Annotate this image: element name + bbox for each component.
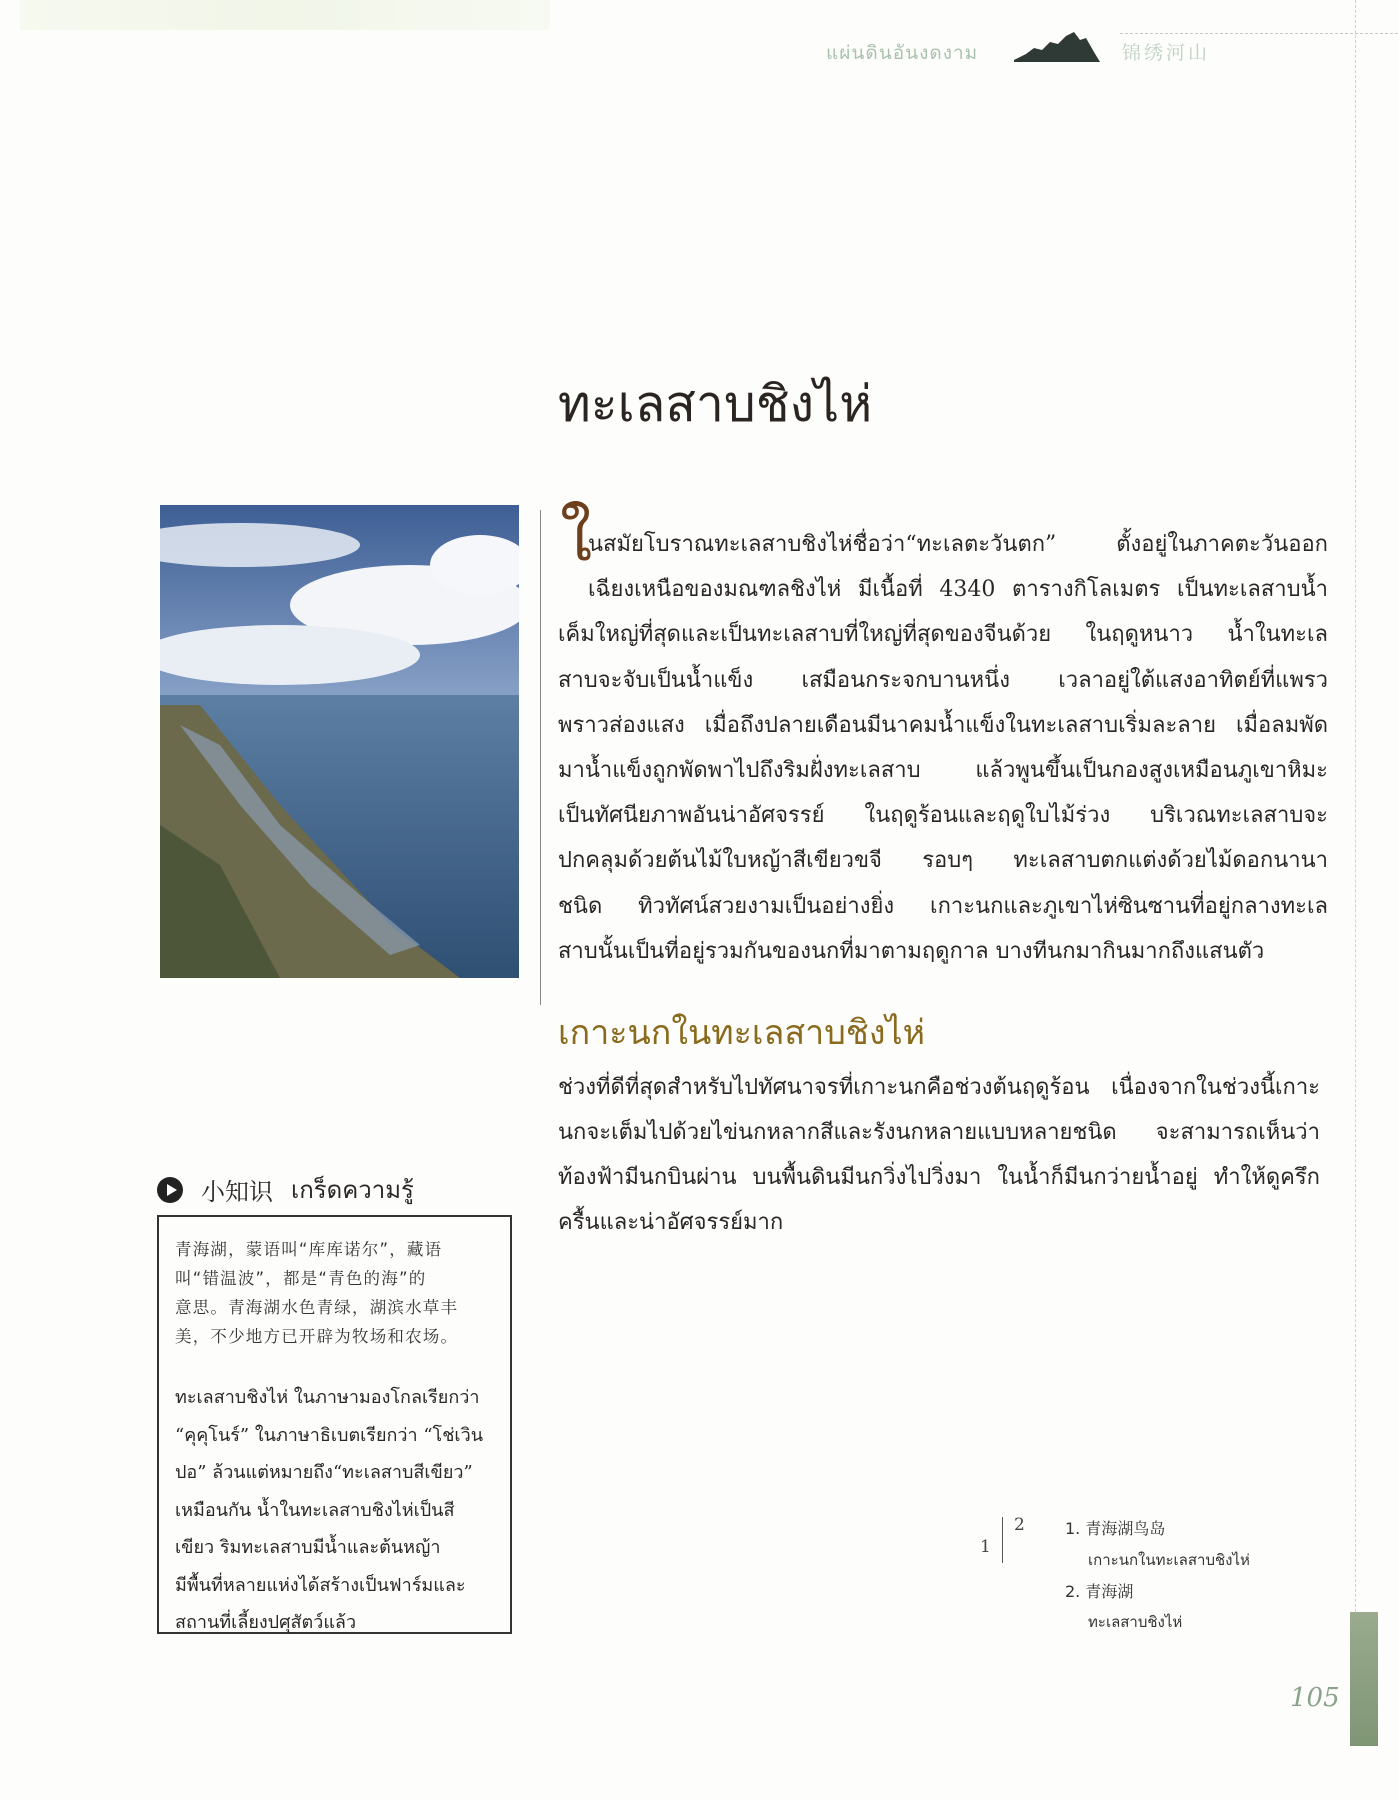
- tip-line: มีพื้นที่หลายแห่งได้สร้างเป็นฟาร์มและ: [175, 1574, 466, 1596]
- caption-1-cn: 1. 青海湖鸟岛: [1065, 1519, 1166, 1538]
- paragraph-line: เค็มใหญ่ที่สุดและเป็นทะเลสาบที่ใหญ่ที่สุดของจีนด้วย ในฤดูหนาว น้ำในทะเล: [558, 622, 1328, 648]
- tip-line: “คุคุโนร์” ในภาษาธิเบตเรียกว่า “โช่เวิน: [175, 1424, 483, 1446]
- paragraph-line: ช่วงที่ดีที่สุดสำหรับไปทัศนาจรที่เกาะนกคือช่วงต้นฤดูร้อน เนื่องจากในช่วงนี้เกาะ: [558, 1075, 1320, 1100]
- header-divider: [1120, 33, 1398, 34]
- tip-line: 美，不少地方已开辟为牧场和农场。: [175, 1327, 459, 1346]
- mountain-icon: [1012, 30, 1102, 64]
- section-paragraph: [558, 1065, 1320, 1245]
- paragraph-line: ท้องฟ้ามีนกบินผ่าน บนพื้นดินมีนกวิ่งไปวิ่งมา ในน้ำก็มีนกว่ายน้ำอยู่ ทำให้ดูครึก: [558, 1165, 1320, 1190]
- main-paragraph: [558, 522, 1328, 974]
- paragraph-line: ชนิด ทิวทัศน์สวยงามเป็นอย่างยิ่ง เกาะนกและภูเขาไห่ซินซานที่อยู่กลางทะเล: [558, 893, 1328, 919]
- caption-2-th: ทะเลสาบชิงไห่: [1088, 1613, 1183, 1631]
- tip-line: 青海湖，蒙语叫“库库诺尔”，藏语: [175, 1240, 443, 1259]
- tip-line: สถานที่เลี้ยงปศุสัตว์แล้ว: [175, 1612, 357, 1633]
- paragraph-line: พราวส่องแสง เมื่อถึงปลายเดือนมีนาคมน้ำแข็งในทะเลสาบเริ่มละลาย เมื่อลมพัด: [558, 712, 1328, 738]
- page-edge-line: [1355, 0, 1356, 1612]
- caption-index-divider: [1002, 1517, 1003, 1563]
- paragraph-line: สาบนั้นเป็นที่อยู่รวมกันของนกที่มาตามฤดูกาล บางทีนกมากินมากถึงแสนตัว: [558, 938, 1265, 964]
- page-title: ทะเลสาบชิงไห่: [557, 375, 873, 433]
- tip-heading: [157, 1170, 414, 1209]
- paragraph-line: นสมัยโบราณทะเลสาบชิงไห่ชื่อว่า“ทะเลตะวันตก” ตั้งอยู่ในภาคตะวันออก: [588, 532, 1328, 557]
- tip-line: เหมือนกัน น้ำในทะเลสาบชิงไห่เป็นสี: [175, 1499, 455, 1521]
- paragraph-line: นกจะเต็มไปด้วยไข่นกหลากสีและรังนกหลายแบบหลายชนิด จะสามารถเห็นว่า: [558, 1120, 1320, 1145]
- caption-2-cn: 2. 青海湖: [1065, 1582, 1134, 1601]
- top-scan-band: [20, 0, 550, 30]
- tip-line: 意思。青海湖水色青绿，湖滨水草丰: [175, 1298, 459, 1317]
- tip-line: เขียว ริมทะเลสาบมีน้ำและต้นหญ้า: [175, 1537, 441, 1558]
- page-number: 105: [1290, 1683, 1340, 1713]
- tip-box: [157, 1215, 512, 1634]
- paragraph-line: สาบจะจับเป็นน้ำแข็ง เสมือนกระจกบานหนึ่ง เวลาอยู่ใต้แสงอาทิตย์ที่แพรว: [558, 667, 1328, 693]
- tip-line: ทะเลสาบชิงไห่ ในภาษามองโกลเรียกว่า: [175, 1387, 480, 1408]
- drop-cap: ใ: [560, 499, 593, 576]
- tip-thai-text: [175, 1379, 494, 1642]
- header-chinese-label: 锦绣河山: [1122, 42, 1211, 64]
- paragraph-line: เป็นทัศนียภาพอันน่าอัศจรรย์ ในฤดูร้อนและฤดูใบไม้ร่วง บริเวณทะเลสาบจะ: [558, 803, 1328, 829]
- paragraph-line: ปกคลุมด้วยต้นไม้ใบหญ้าสีเขียวขจี รอบๆ ทะเลสาบตกแต่งด้วยไม้ดอกนานา: [558, 848, 1328, 874]
- page-edge-tab: [1350, 1612, 1378, 1746]
- paragraph-line: เฉียงเหนือของมณฑลชิงไห่ มีเนื้อที่ 4340 ตารางกิโลเมตร เป็นทะเลสาบน้ำ: [588, 577, 1328, 603]
- tip-title-th: เกร็ดความรู้: [291, 1176, 414, 1204]
- play-bullet-icon: [157, 1177, 183, 1203]
- tip-chinese-text: [175, 1235, 494, 1351]
- paragraph-line: มาน้ำแข็งถูกพัดพาไปถึงริมฝั่งทะเลสาบ แล้วพูนขึ้นเป็นกองสูงเหมือนภูเขาหิมะ: [558, 758, 1328, 784]
- tip-title-cn: 小知识: [201, 1178, 273, 1206]
- tip-line: 叫“错温波”，都是“青色的海”的: [175, 1269, 427, 1288]
- paragraph-line: ครื้นและน่าอัศจรรย์มาก: [558, 1210, 784, 1235]
- column-divider: [540, 510, 541, 1005]
- header-section-label: แผ่นดินอันงดงาม: [826, 42, 979, 64]
- caption-index-2: 2: [1014, 1515, 1025, 1535]
- caption-index-1: 1: [980, 1537, 991, 1557]
- section-heading: เกาะนกในทะเลสาบชิงไห่: [558, 1013, 925, 1053]
- lake-photo: [160, 505, 519, 978]
- caption-1-th: เกาะนกในทะเลสาบชิงไห่: [1088, 1551, 1250, 1569]
- tip-line: ปอ” ล้วนแต่หมายถึง“ทะเลสาบสีเขียว”: [175, 1462, 473, 1483]
